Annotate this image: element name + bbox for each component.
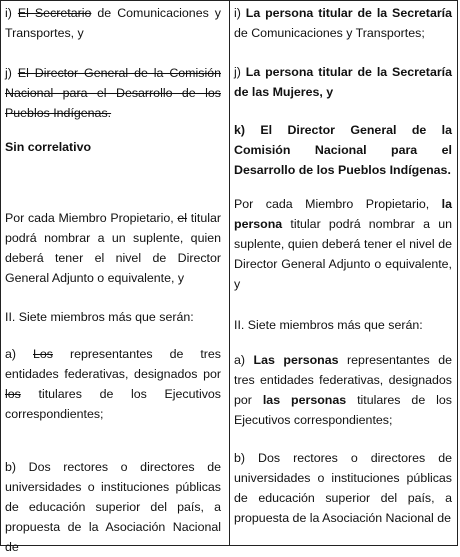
left-item-ii: II. Siete miembros más que serán: <box>5 310 194 324</box>
right-suplente-paragraph: Por cada Miembro Propietario, la persona titular podrá nombrar a un suplente, quien deberá tener el nivel de Director General Adjunto o equivalente, y <box>234 197 452 291</box>
left-suplente-paragraph: Por cada Miembro Propietario, el titular podrá nombrar a un suplente, quien deberá tener el nivel de Director General Adjunto o equivalente, y <box>5 211 221 285</box>
left-item-a: a) Los representantes de tres entidades federativas, designados por los titulares de los Ejecutivos correspondientes; <box>5 347 221 421</box>
right-item-ii: II. Siete miembros más que serán: <box>234 318 423 332</box>
left-sin-correlativo: Sin correlativo <box>5 140 92 154</box>
right-item-a: a) Las personas representantes de tres entidades federativas, designados por las personas titulares de los Ejecutivos correspondientes; <box>234 353 452 427</box>
right-item-b: b) Dos rectores o directores de universidades o instituciones públicas de educación superior del país, a propuesta de la Asociación Nacional de <box>234 451 452 525</box>
right-item-k: k) El Director General de la Comisión Nacional para el Desarrollo de los Pueblos Indígenas. <box>234 123 452 177</box>
left-item-b: b) Dos rectores o directores de universidades o instituciones públicas de educación superior del país, a propuesta de la Asociación Nacional de <box>5 460 221 554</box>
left-item-j: j) El Director General de la Comisión Nacional para el Desarrollo de los Pueblos Indígenas. <box>5 66 221 120</box>
right-item-i: i) La persona titular de la Secretaría de Comunicaciones y Transportes; <box>234 6 452 40</box>
left-item-i: i) El Secretario de Comunicaciones y Transportes, y <box>5 6 221 40</box>
right-item-j: j) La persona titular de la Secretaría de las Mujeres, y <box>234 65 452 99</box>
